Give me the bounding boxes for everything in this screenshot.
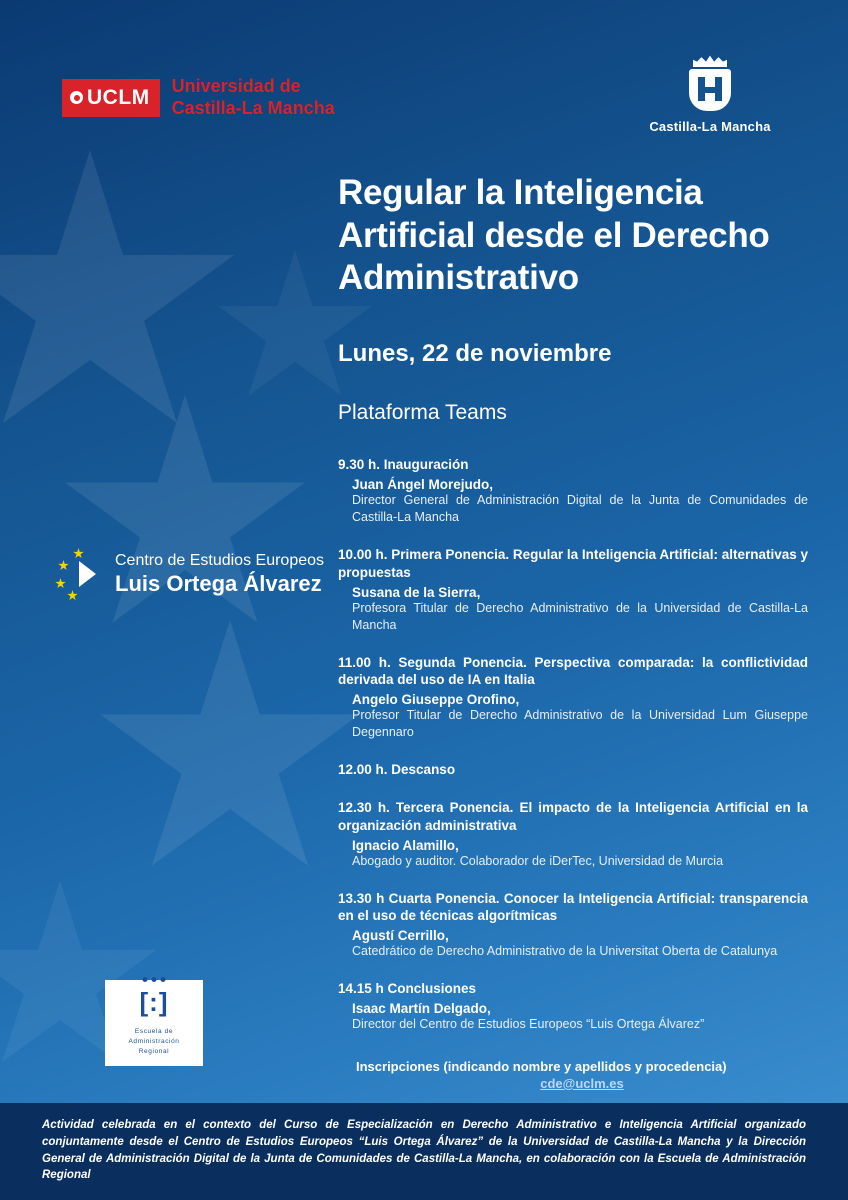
uclm-logo-text [172,76,335,119]
program-item-speaker: Angelo Giuseppe Orofino, [352,692,520,708]
castle-bar [698,87,722,93]
program-item [338,761,808,779]
program-item-speaker: Ignacio Alamillo, [352,837,459,853]
ear-logo-label [128,1027,179,1057]
poster-content [338,172,808,1091]
ear-dots-icon [142,977,165,982]
program-item-heading: 11.00 h. Segunda Ponencia. Perspectiva comparada: la conflictividad derivada del uso de IA en Italia [338,654,808,688]
cde-logo-line2: Luis Ortega Álvarez [115,570,322,596]
inscriptions-text: Inscripciones (indicando nombre y apellidos y procedencia) [356,1059,727,1074]
program-item-affiliation: Director del Centro de Estudios Europeos “Luis Ortega Álvarez” [352,1017,705,1031]
castilla-la-mancha-logo [645,55,775,134]
cde-logo-line1: Centro de Estudios Europeos [115,551,325,569]
program-item-affiliation: Abogado y auditor. Colaborador de iDerTec, Universidad de Murcia [352,853,724,868]
cde-logo-text [115,552,324,597]
ear-logo-mark [139,986,169,1017]
program-item-affiliation: Profesora Titular de Derecho Administrativo de la Universidad de Castilla-La Mancha [352,600,808,632]
inscriptions-email-link[interactable]: cde@uclm.es [540,1076,624,1091]
uclm-logo-mark [62,79,160,117]
arrow-icon [79,561,96,587]
ear-logo-line2: Administración [128,1037,180,1045]
crown-icon [693,55,727,67]
ear-logo-line3: Regional [138,1048,170,1056]
eu-stars-icon [55,548,107,600]
page-title: Regular la Inteligencia Artificial desde el Derecho Administrativo [338,173,770,298]
program-item-speaker: Agustí Cerrillo, [352,928,449,944]
decorative-star [60,395,310,645]
program-item-speaker: Isaac Martín Delgado, [352,1001,491,1016]
castle-shield-icon [687,55,733,113]
program-item-affiliation: Catedrático de Derecho Administrativo de la Universitat Oberta de Catalunya [352,944,778,959]
castilla-la-mancha-label: Castilla-La Mancha [649,119,771,134]
program-item [338,799,808,870]
program-item-heading: 12.30 h. Tercera Ponencia. El impacto de la Inteligencia Artificial en la organización administrativa [338,799,808,833]
program-item [338,654,808,742]
castle-icon [689,69,731,111]
uclm-logo-line1: Universidad de [171,76,301,96]
program-item-affiliation: Profesor Titular de Derecho Administrativo de la Universidad Lum Giuseppe Degennaro [352,708,808,740]
uclm-logo-acronym: UCLM [87,85,150,109]
decorative-star [0,150,240,450]
program-item [338,546,808,634]
uclm-logo [62,76,335,119]
program-item-heading: 13.30 h Cuarta Ponencia. Conocer la Inteligencia Artificial: transparencia en el uso de técnicas algorítmicas [338,890,808,924]
footer [0,1103,848,1200]
ear-logo-line1: Escuela de [134,1027,174,1035]
program-item-heading: 9.30 h. Inauguración [338,457,469,473]
cde-logo [55,548,324,600]
program-item-speaker: Juan Ángel Morejudo, [352,476,494,492]
event-date: Lunes, 22 de noviembre [338,340,612,368]
inscriptions-section [338,1059,808,1091]
uclm-logo-line2: Castilla-La Mancha [171,97,335,118]
program-item-speaker: Susana de la Sierra, [352,584,481,600]
program-item-affiliation: Director General de Administración Digital de la Junta de Comunidades de Castilla-La Mancha [352,492,808,524]
escuela-administracion-regional-logo [105,980,203,1066]
event-platform: Plataforma Teams [338,401,507,425]
program-item [338,890,808,961]
program-item [338,456,808,526]
program-list [338,456,808,1033]
ear-logo-glyph: [:] [139,986,169,1017]
uclm-dot-icon [70,91,83,104]
program-item [338,980,808,1033]
decorative-star [95,620,365,890]
program-item-heading: 10.00 h. Primera Ponencia. Regular la Inteligencia Artificial: alternativas y propuestas [338,546,808,580]
footer-text: Actividad celebrada en el contexto del Curso de Especialización en Derecho Administrativo e Inteligencia Artificial organizado conjuntamente desde el Centro de Estudios Europeos “Luis Ortega Álvarez” de la Universidad de Castilla-La Mancha y la Dirección General de Administración Digital de la Junta de Comunidades de Castilla-La Mancha, en colaboración con la Escuela de Administración Regional [42,1119,806,1182]
program-item-heading: 14.15 h Conclusiones [338,981,477,997]
program-item-heading: 12.00 h. Descanso [338,762,456,778]
